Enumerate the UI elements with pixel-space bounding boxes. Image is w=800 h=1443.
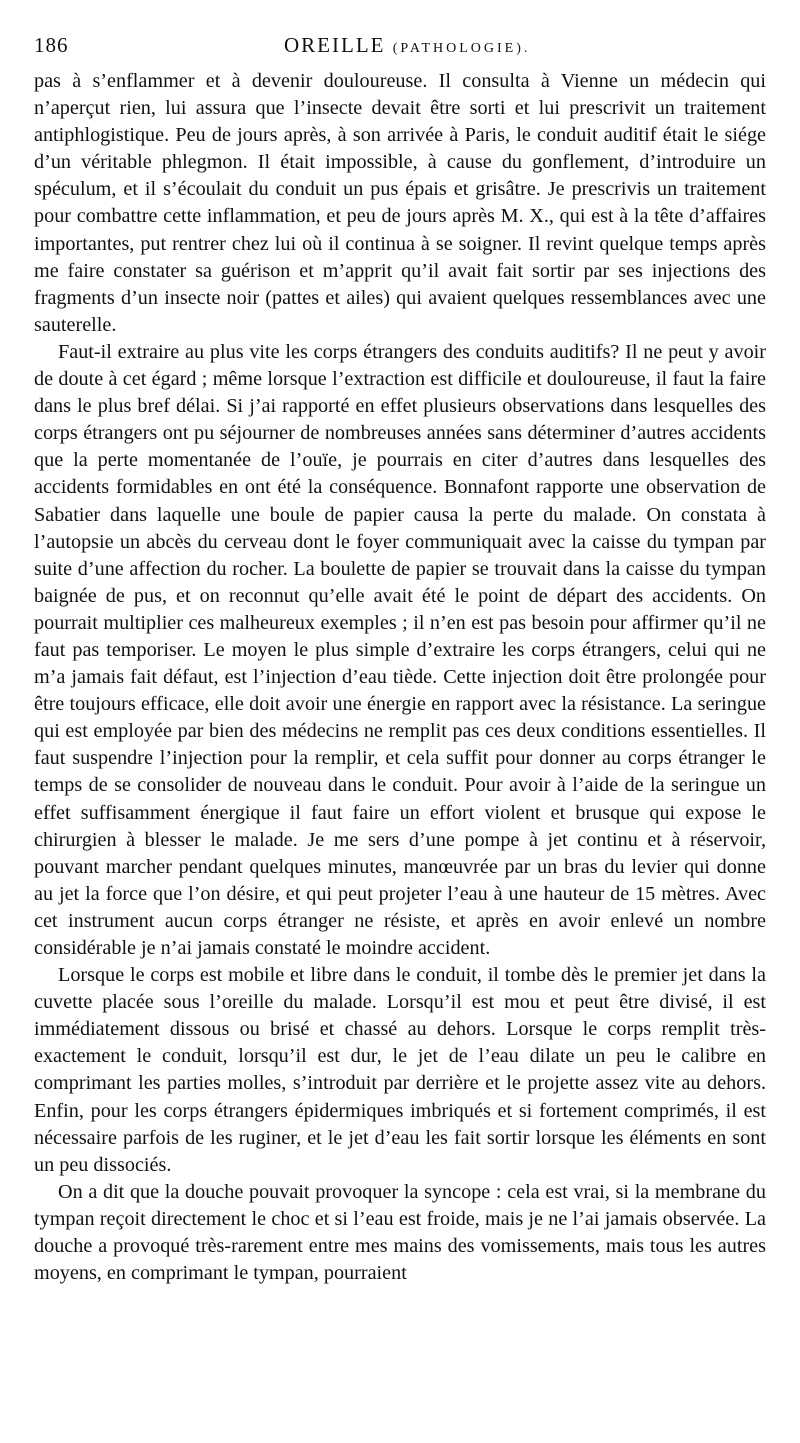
page-header — [34, 28, 766, 68]
running-title: OREILLE — [284, 33, 386, 57]
running-head — [284, 33, 530, 58]
running-subtitle: (PATHOLOGIE). — [392, 41, 531, 56]
paragraph: Lorsque le corps est mobile et libre dans le conduit, il tombe dès le premier jet dans la cuvette placée sous l’oreille du malade. Lorsqu’il est mou et peut être divisé, il est immédiatement dissous ou brisé et chassé au dehors. Lorsque le corps remplit très-exactement le conduit, lorsqu’il est dur, le jet de l’eau dilate un peu le calibre en comprimant les parties molles, s’introduit par derrière et le projette assez vite au dehors. Enfin, pour les corps étrangers épidermiques imbriqués et si fortement comprimés, il est nécessaire parfois de les ruginer, et le jet d’eau les fait sortir lorsque les éléments en sont un peu dissociés. — [34, 964, 766, 1176]
book-page — [34, 28, 766, 1287]
paragraph: Faut-il extraire au plus vite les corps étrangers des conduits auditifs? Il ne peut y avoir de doute à cet égard ; même lorsque l’extraction est difficile et douloureuse, il faut la faire dans le plus bref délai. Si j’ai rapporté en effet plusieurs observations dans lesquelles des corps étrangers ont pu séjourner de nombreuses années sans déterminer d’autres accidents que la perte momentanée de l’ouïe, je pourrais en citer d’autres dans lesquelles des accidents formidables en ont été la conséquence. Bonnafont rapporte une observation de Sabatier dans laquelle une boule de papier causa la perte du malade. On constata à l’autopsie un abcès du cerveau dont le foyer communiquait avec la caisse du tympan par suite d’une affection du rocher. La boulette de papier se trouvait dans la caisse du tympan baignée de pus, et on reconnut qu’elle avait été le point de départ des accidents. On pourrait multiplier ces malheureux exemples ; il n’en est pas besoin pour affirmer qu’il ne faut pas temporiser. Le moyen le plus simple d’extraire les corps étrangers, celui qui ne m’a jamais fait défaut, est l’injection d’eau tiède. Cette injection doit être prolongée pour être toujours efficace, elle doit avoir une énergie en rapport avec la résistance. La seringue qui est employée par bien des médecins ne remplit pas ces deux conditions essentielles. Il faut suspendre l’injection pour la remplir, et cela suffit pour donner au corps étranger le temps de se consolider de nouveau dans le conduit. Pour avoir à l’aide de la seringue un effet suffisamment énergique il faut faire un effort violent et brusque qui expose le chirurgien à blesser le malade. Je me sers d’une pompe à jet continu et à réservoir, pouvant marcher pendant quelques minutes, manœuvrée par un bras du levier qui donne au jet la force que l’on désire, et qui peut projeter l’eau à une hauteur de 15 mètres. Avec cet instrument aucun corps étranger ne résiste, et après en avoir enlevé un nombre considérable je n’ai jamais constaté le moindre accident. — [34, 340, 766, 959]
page-number: 186 — [34, 33, 69, 57]
paragraph-continued: pas à s’enflammer et à devenir douloureuse. Il consulta à Vienne un médecin qui n’aperçut rien, lui assura que l’insecte devait être sorti et lui prescrivit un traitement antiphlogistique. Peu de jours après, à son arrivée à Paris, le conduit auditif était le siége d’un véritable phlegmon. Il était impossible, à cause du gonflement, d’introduire un spéculum, et il s’écoulait du conduit un pus épais et grisâtre. Je prescrivis un traitement pour combattre cette inflammation, et peu de jours après M. X., qui est à la tête d’affaires importantes, put rentrer chez lui où il continua à se soigner. Il revint quelque temps après me faire constater sa guérison et m’apprit qu’il avait fait sortir par ses injections des fragments d’un insecte noir (pattes et ailes) qui avaient quelques ressemblances avec une sauterelle. — [34, 70, 766, 336]
paragraph: On a dit que la douche pouvait provoquer la syncope : cela est vrai, si la membrane du tympan reçoit directement le choc et si l’eau est froide, mais je ne l’ai jamais observée. La douche a provoqué très-rarement entre mes mains des vomissements, mais tous les autres moyens, en comprimant le tympan, pourraient — [34, 1180, 766, 1285]
body-text — [34, 68, 766, 1287]
